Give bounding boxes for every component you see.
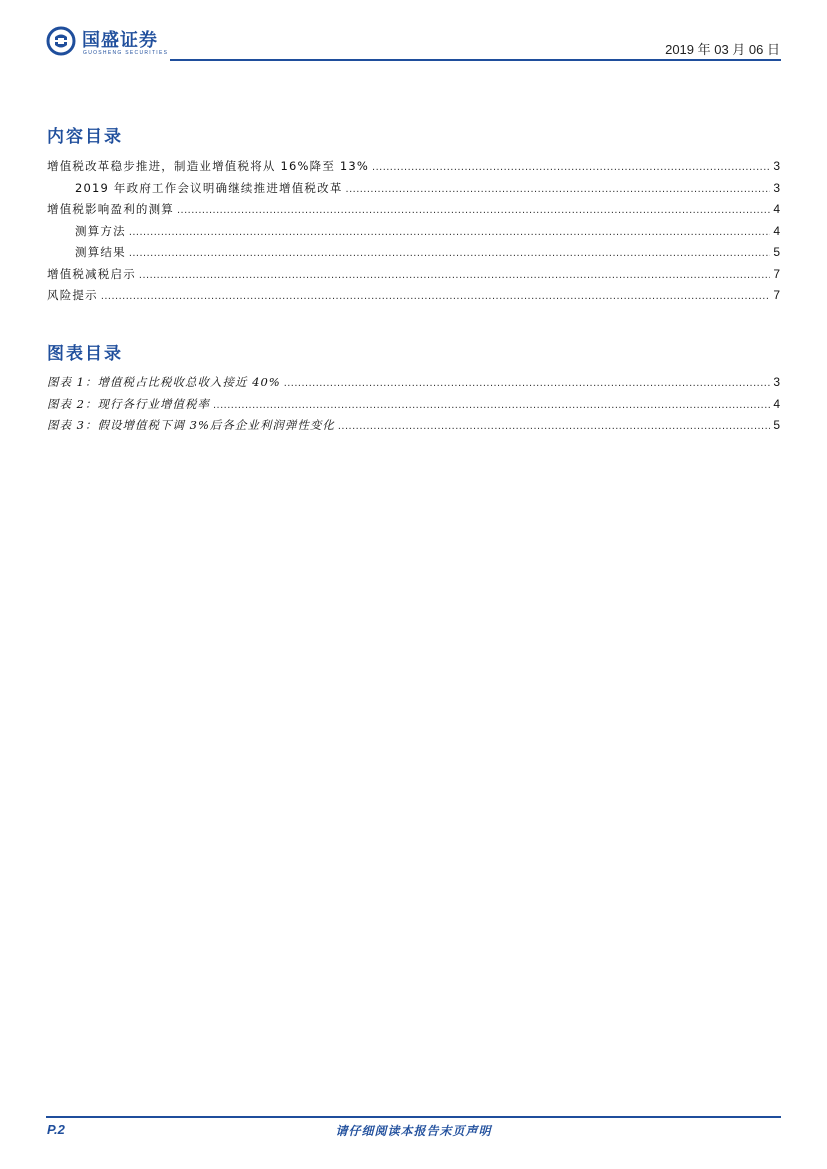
figure-item[interactable] [47,396,780,418]
toc-leader [177,204,770,216]
toc-item[interactable] [47,244,780,266]
header-divider [170,59,781,61]
toc-leader [346,183,771,195]
report-date: 2019 年 03 月 06 日 [665,42,780,57]
toc-item-page: 5 [773,245,780,259]
toc-leader [213,399,770,411]
figure-item[interactable] [47,417,780,439]
toc-item-label: 增值税减税启示 [47,266,136,281]
toc-item[interactable] [47,158,780,180]
toc-leader [101,290,771,302]
toc-item[interactable] [47,201,780,223]
toc-leader [129,226,771,238]
figures-title: 图表目录 [47,344,123,364]
toc-item[interactable] [47,180,780,202]
toc-item[interactable] [47,287,780,309]
toc-item-page: 7 [773,288,780,302]
footer-divider [46,1116,781,1118]
contents-list [47,158,780,309]
toc-item-page: 4 [773,202,780,216]
logo-subtitle: GUOSHENG SECURITIES [83,50,169,56]
toc-item-label: 风险提示 [47,288,98,302]
toc-item-page: 3 [773,159,780,173]
page-number: P.2 [47,1122,65,1137]
figure-item[interactable] [47,374,780,396]
toc-item-label: 增值税影响盈利的测算 [47,202,174,216]
figure-item-page: 3 [773,375,780,389]
logo-name: 国盛证券 [82,30,158,51]
page-header [0,0,827,64]
toc-leader [129,247,771,259]
toc-leader [139,269,770,281]
toc-leader [372,161,770,173]
toc-item-label: 增值税改革稳步推进，制造业增值税将从 16%降至 13% [47,159,370,173]
toc-item-page: 4 [773,223,780,238]
toc-item-label: 测算结果 [75,245,126,259]
toc-leader [338,420,770,432]
toc-leader [284,377,771,389]
toc-item-page: 3 [773,180,780,195]
figure-item-label: 图表 3：假设增值税下调 3%后各企业利润弹性变化 [47,418,335,432]
figure-item-page: 4 [773,396,780,411]
figure-item-label: 图表 2：现行各行业增值税率 [47,396,210,411]
toc-item-label: 测算方法 [75,223,126,238]
toc-item[interactable] [47,266,780,288]
figure-item-label: 图表 1：增值税占比税收总收入接近 40% [47,375,281,389]
logo-mark-icon [46,26,76,56]
toc-item-page: 7 [773,266,780,281]
figures-list [47,374,780,439]
footer-disclaimer: 请仔细阅读本报告末页声明 [335,1124,492,1138]
toc-item-label: 2019 年政府工作会议明确继续推进增值税改革 [75,180,343,195]
toc-item[interactable] [47,223,780,245]
figure-item-page: 5 [773,418,780,432]
contents-title: 内容目录 [47,127,123,147]
